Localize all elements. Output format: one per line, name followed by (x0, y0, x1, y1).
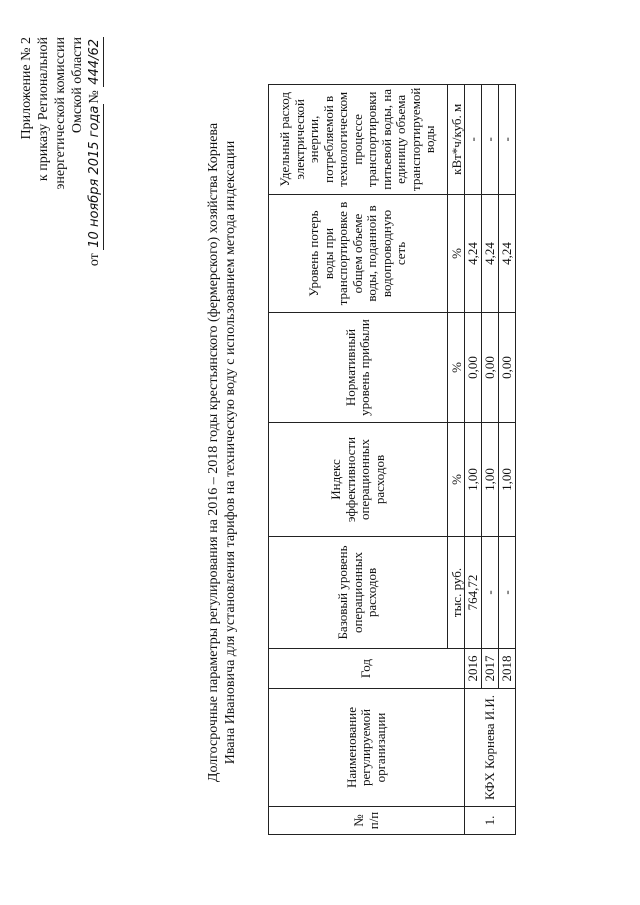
date-prefix: от (87, 253, 102, 267)
title-line-1: Долгосрочные параметры регулирования на 2016 – 2018 годы крестьянского (фермерского) хозяйства Корнева (206, 122, 221, 783)
annex-region-line: Омской области (70, 37, 85, 134)
header-org-name: Наименование регулируемой организации (269, 689, 465, 807)
cell-energy-consumption: - (465, 84, 482, 194)
number-prefix: № (87, 90, 102, 104)
header-efficiency-index: Индекс эффективности операционных расходов (269, 423, 448, 537)
annex-date-line (86, 37, 104, 905)
annex-header (18, 37, 104, 905)
header-energy-consumption: Удельный расход электрической энергии, потребляемой в технологическом процессе транспортировки питьевой воды, на единицу объема транспортируемой воды (269, 84, 448, 194)
table-row (465, 84, 482, 834)
handwritten-date: 10 ноября 2015 года (87, 105, 102, 248)
cell-base-level: - (499, 537, 516, 649)
header-normative-profit: Нормативный уровень прибыли (269, 313, 448, 423)
table-header-row (269, 84, 448, 834)
cell-year: 2017 (482, 649, 499, 689)
handwritten-number: 444/62 (87, 39, 102, 85)
cell-normative-profit: 0,00 (499, 313, 516, 423)
cell-base-level: - (482, 537, 499, 649)
header-base-level: Базовый уровень операционных расходов (269, 537, 448, 649)
annex-order-line: к приказу Региональной (36, 37, 51, 182)
header-num: № п/п (269, 807, 465, 835)
cell-water-loss: 4,24 (482, 195, 499, 313)
cell-energy-consumption: - (482, 84, 499, 194)
unit-base-level: тыс. руб. (448, 537, 465, 649)
annex-commission-line: энергетической комиссии (53, 37, 68, 190)
cell-normative-profit: 0,00 (482, 313, 499, 423)
cell-water-loss: 4,24 (499, 195, 516, 313)
annex-title: Приложение № 2 (19, 37, 34, 140)
cell-num: 1. (465, 807, 516, 835)
cell-water-loss: 4,24 (465, 195, 482, 313)
unit-energy-consumption: кВт*ч/куб. м (448, 84, 465, 194)
cell-org-name: КФХ Корнева И.И. (465, 689, 516, 807)
cell-normative-profit: 0,00 (465, 313, 482, 423)
unit-efficiency-index: % (448, 423, 465, 537)
cell-efficiency-index: 1,00 (499, 423, 516, 537)
document-title (205, 0, 239, 905)
cell-year: 2018 (499, 649, 516, 689)
header-water-loss: Уровень потерь воды при транспортировке в общем объеме воды, поданной в водопроводную сеть (269, 195, 448, 313)
cell-efficiency-index: 1,00 (465, 423, 482, 537)
regulation-parameters-table (268, 84, 516, 835)
header-year: Год (269, 649, 465, 689)
unit-water-loss: % (448, 195, 465, 313)
unit-normative-profit: % (448, 313, 465, 423)
cell-efficiency-index: 1,00 (482, 423, 499, 537)
cell-base-level: 764,72 (465, 537, 482, 649)
cell-energy-consumption: - (499, 84, 516, 194)
cell-year: 2016 (465, 649, 482, 689)
title-line-2: Ивана Ивановича для установления тарифов на техническую воду с использованием метода индексации (223, 140, 238, 765)
